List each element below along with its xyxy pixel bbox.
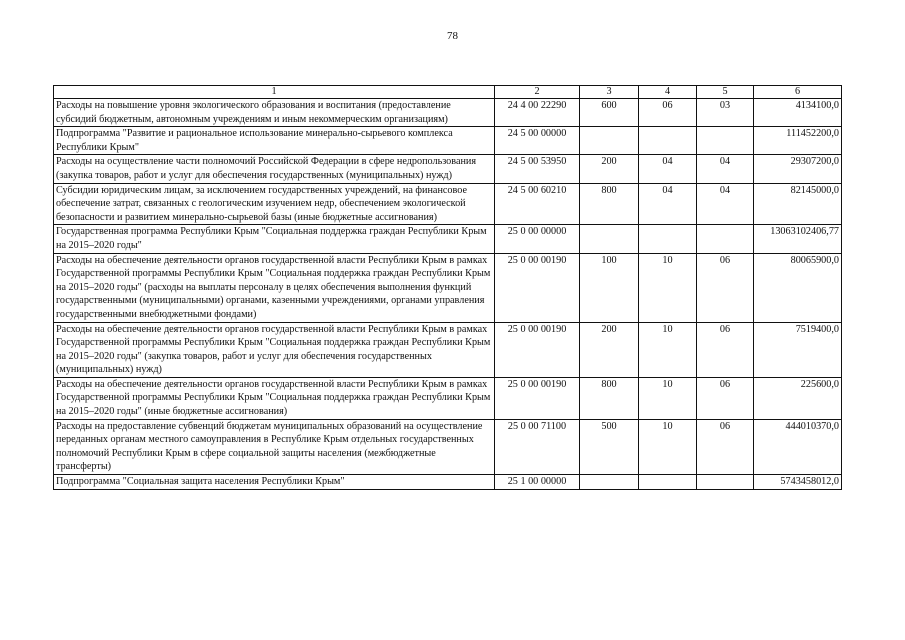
row-col4 [639, 225, 697, 253]
header-row [54, 86, 842, 99]
row-code: 25 0 00 00000 [495, 225, 580, 253]
table-row [54, 322, 842, 377]
row-col5 [697, 225, 754, 253]
row-col3 [580, 475, 639, 490]
table-row [54, 155, 842, 183]
row-code: 24 5 00 00000 [495, 127, 580, 155]
row-col5: 03 [697, 99, 754, 127]
row-description: Расходы на осуществление части полномочий Российской Федерации в сфере недропользования (закупка товаров, работ и услуг для обеспечения государственных (муниципальных) нужд) [54, 155, 495, 183]
row-col5 [697, 127, 754, 155]
row-amount: 5743458012,0 [754, 475, 842, 490]
row-col3: 500 [580, 419, 639, 474]
row-amount: 444010370,0 [754, 419, 842, 474]
row-description: Расходы на предоставление субвенций бюджетам муниципальных образований на осуществление переданных органам местного самоуправления в Республике Крым отдельных государственных полномочий Республики Крым в сфере социальной защиты населения (межбюджетные трансферты) [54, 419, 495, 474]
row-col4 [639, 127, 697, 155]
table-row [54, 475, 842, 490]
row-description: Субсидии юридическим лицам, за исключением государственных учреждений, на финансовое обеспечение затрат, связанных с геологическим изучением недр, обеспечением экологической безопасности и развитием минерально-сырьевой базы (иные бюджетные ассигнования) [54, 183, 495, 225]
row-description: Государственная программа Республики Крым "Социальная поддержка граждан Республики Крым на 2015–2020 годы" [54, 225, 495, 253]
row-col5: 06 [697, 322, 754, 377]
row-amount: 82145000,0 [754, 183, 842, 225]
row-description: Подпрограмма "Развитие и рациональное использование минерально-сырьевого комплекса Республики Крым" [54, 127, 495, 155]
row-col5 [697, 475, 754, 490]
row-col3 [580, 225, 639, 253]
row-col3 [580, 127, 639, 155]
table-row [54, 225, 842, 253]
row-code: 25 0 00 00190 [495, 377, 580, 419]
row-code: 25 0 00 00190 [495, 253, 580, 322]
col-header-5: 5 [697, 86, 754, 99]
row-col5: 06 [697, 253, 754, 322]
row-col5: 06 [697, 419, 754, 474]
row-code: 25 0 00 00190 [495, 322, 580, 377]
row-col4: 10 [639, 377, 697, 419]
row-col3: 200 [580, 322, 639, 377]
table-row [54, 377, 842, 419]
row-description: Подпрограмма "Социальная защита населения Республики Крым" [54, 475, 495, 490]
row-code: 25 0 00 71100 [495, 419, 580, 474]
row-col4: 10 [639, 419, 697, 474]
row-col4: 04 [639, 183, 697, 225]
row-description: Расходы на обеспечение деятельности органов государственной власти Республики Крым в рамках Государственной программы Республики Крым "Социальная поддержка граждан Республики Крым на 2015–2020 годы" (расходы на выплаты персоналу в целях обеспечения выполнения функций государственными (муниципальными) органами, казенными учреждениями, органами управления государственными внебюджетными фондами) [54, 253, 495, 322]
row-code: 25 1 00 00000 [495, 475, 580, 490]
row-code: 24 5 00 60210 [495, 183, 580, 225]
row-col4 [639, 475, 697, 490]
budget-table [53, 85, 842, 490]
col-header-6: 6 [754, 86, 842, 99]
row-col5: 04 [697, 183, 754, 225]
row-col3: 800 [580, 183, 639, 225]
row-col4: 10 [639, 322, 697, 377]
table-row [54, 183, 842, 225]
table-row [54, 253, 842, 322]
row-col4: 10 [639, 253, 697, 322]
row-amount: 13063102406,77 [754, 225, 842, 253]
page-number: 78 [447, 30, 458, 42]
table-row [54, 419, 842, 474]
row-description: Расходы на обеспечение деятельности органов государственной власти Республики Крым в рамках Государственной программы Республики Крым "Социальная поддержка граждан Республики Крым на 2015–2020 годы" (закупка товаров, работ и услуг для обеспечения государственных (муниципальных) нужд) [54, 322, 495, 377]
row-amount: 80065900,0 [754, 253, 842, 322]
row-col3: 800 [580, 377, 639, 419]
row-col3: 200 [580, 155, 639, 183]
col-header-1: 1 [54, 86, 495, 99]
row-description: Расходы на обеспечение деятельности органов государственной власти Республики Крым в рамках Государственной программы Республики Крым "Социальная поддержка граждан Республики Крым на 2015–2020 годы" (иные бюджетные ассигнования) [54, 377, 495, 419]
row-col3: 600 [580, 99, 639, 127]
row-code: 24 5 00 53950 [495, 155, 580, 183]
row-amount: 225600,0 [754, 377, 842, 419]
row-code: 24 4 00 22290 [495, 99, 580, 127]
col-header-2: 2 [495, 86, 580, 99]
table-row [54, 127, 842, 155]
col-header-4: 4 [639, 86, 697, 99]
col-header-3: 3 [580, 86, 639, 99]
row-col4: 06 [639, 99, 697, 127]
row-col5: 04 [697, 155, 754, 183]
row-description: Расходы на повышение уровня экологического образования и воспитания (предоставление субсидий бюджетным, автономным учреждениям и иным некоммерческим организациям) [54, 99, 495, 127]
row-col4: 04 [639, 155, 697, 183]
row-col3: 100 [580, 253, 639, 322]
row-amount: 7519400,0 [754, 322, 842, 377]
row-amount: 4134100,0 [754, 99, 842, 127]
table-row [54, 99, 842, 127]
row-col5: 06 [697, 377, 754, 419]
row-amount: 111452200,0 [754, 127, 842, 155]
row-amount: 29307200,0 [754, 155, 842, 183]
